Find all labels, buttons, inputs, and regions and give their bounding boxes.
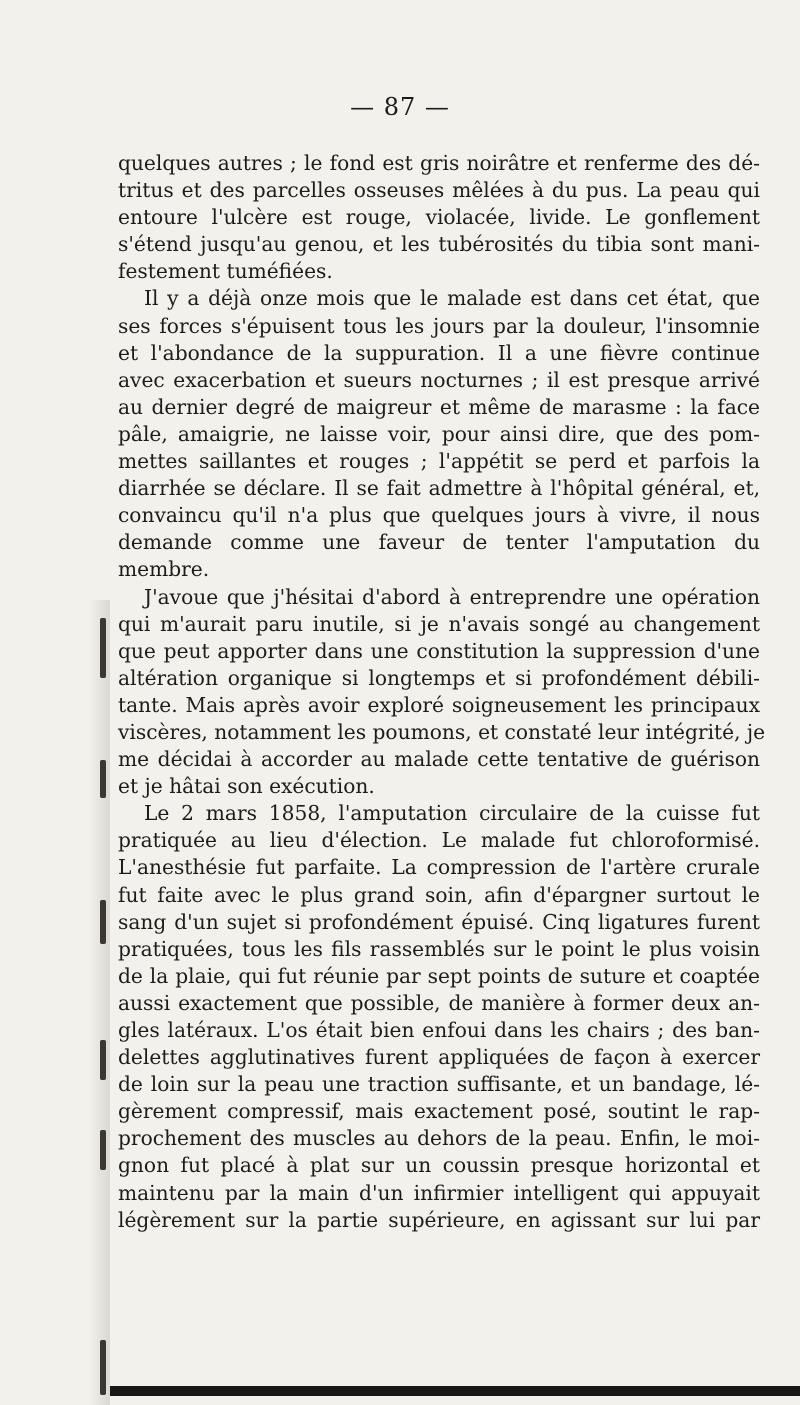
- text-line: viscères, notamment les poumons, et constaté leur intégrité, je: [118, 719, 766, 744]
- text-line: diarrhée se déclare. Il se fait admettre à l'hôpital général, et,: [118, 476, 760, 501]
- page-number: — 87 —: [350, 93, 450, 121]
- text-line: L'anesthésie fut parfaite. La compression de l'artère crurale: [118, 855, 760, 880]
- text-line: entoure l'ulcère est rouge, violacée, livide. Le gonflement: [118, 205, 760, 230]
- text-line: sang d'un sujet si profondément épuisé. Cinq ligatures furent: [118, 909, 760, 934]
- text-line: pratiquées, tous les fils rassemblés sur le point le plus voisin: [118, 936, 760, 961]
- binding-mark: [100, 900, 106, 944]
- text-line: aussi exactement que possible, de manière à former deux an-: [118, 990, 760, 1015]
- binding-shadow: [0, 600, 110, 1405]
- text-line: J'avoue que j'hésitai d'abord à entreprendre une opération: [144, 584, 760, 609]
- text-line: que peut apporter dans une constitution la suppression d'une: [118, 638, 760, 663]
- text-line: tritus et des parcelles osseuses mêlées à du pus. La peau qui: [118, 178, 760, 203]
- body-text: [118, 150, 766, 1234]
- page-bottom-edge: [110, 1386, 800, 1396]
- text-line: avec exacerbation et sueurs nocturnes ; il est presque arrivé: [118, 367, 760, 392]
- text-line: fut faite avec le plus grand soin, afin d'épargner surtout le: [118, 882, 760, 907]
- text-line: et je hâtai son exécution.: [118, 774, 375, 799]
- binding-mark: [100, 1340, 106, 1395]
- text-line: au dernier degré de maigreur et même de marasme : la face: [118, 394, 760, 419]
- binding-mark: [100, 618, 106, 678]
- text-line: tante. Mais après avoir exploré soigneusement les principaux: [118, 692, 760, 717]
- text-line: Il y a déjà onze mois que le malade est dans cet état, que: [144, 286, 760, 311]
- text-line: ses forces s'épuisent tous les jours par la douleur, l'insomnie: [118, 313, 760, 338]
- text-line: altération organique si longtemps et si profondément débili-: [118, 665, 760, 690]
- text-line: gèrement compressif, mais exactement posé, soutint le rap-: [118, 1099, 760, 1124]
- text-line: qui m'aurait paru inutile, si je n'avais songé au changement: [118, 611, 760, 636]
- text-line: et l'abondance de la suppuration. Il a une fièvre continue: [118, 340, 760, 365]
- text-line: gnon fut placé à plat sur un coussin presque horizontal et: [118, 1153, 760, 1178]
- text-line: festement tuméfiées.: [118, 259, 333, 284]
- text-line: s'étend jusqu'au genou, et les tubérosités du tibia sont mani-: [118, 232, 760, 257]
- text-line: maintenu par la main d'un infirmier intelligent qui appuyait: [118, 1180, 760, 1205]
- binding-mark: [100, 760, 106, 798]
- text-line: me décidai à accorder au malade cette tentative de guérison: [118, 747, 760, 772]
- text-line: membre.: [118, 557, 210, 582]
- text-line: pratiquée au lieu d'élection. Le malade fut chloroformisé.: [118, 828, 760, 853]
- text-line: demande comme une faveur de tenter l'amputation du: [118, 530, 760, 555]
- text-line: Le 2 mars 1858, l'amputation circulaire de la cuisse fut: [144, 801, 760, 826]
- text-line: prochement des muscles au dehors de la peau. Enfin, le moi-: [118, 1126, 760, 1151]
- text-line: convaincu qu'il n'a plus que quelques jours à vivre, il nous: [118, 503, 760, 528]
- text-line: gles latéraux. L'os était bien enfoui dans les chairs ; des ban-: [118, 1018, 760, 1042]
- text-line: quelques autres ; le fond est gris noirâtre et renferme des dé-: [118, 151, 760, 175]
- binding-mark: [100, 1130, 106, 1170]
- text-line: de la plaie, qui fut réunie par sept points de suture et coaptée: [118, 963, 760, 988]
- text-line: de loin sur la peau une traction suffisante, et un bandage, lé-: [118, 1072, 760, 1097]
- text-line: delettes agglutinatives furent appliquées de façon à exercer: [118, 1045, 760, 1070]
- text-line: pâle, amaigrie, ne laisse voir, pour ainsi dire, que des pom-: [118, 421, 760, 446]
- binding-mark: [100, 1040, 106, 1080]
- text-line: mettes saillantes et rouges ; l'appétit se perd et parfois la: [118, 449, 760, 474]
- text-line: légèrement sur la partie supérieure, en agissant sur lui par: [118, 1207, 760, 1232]
